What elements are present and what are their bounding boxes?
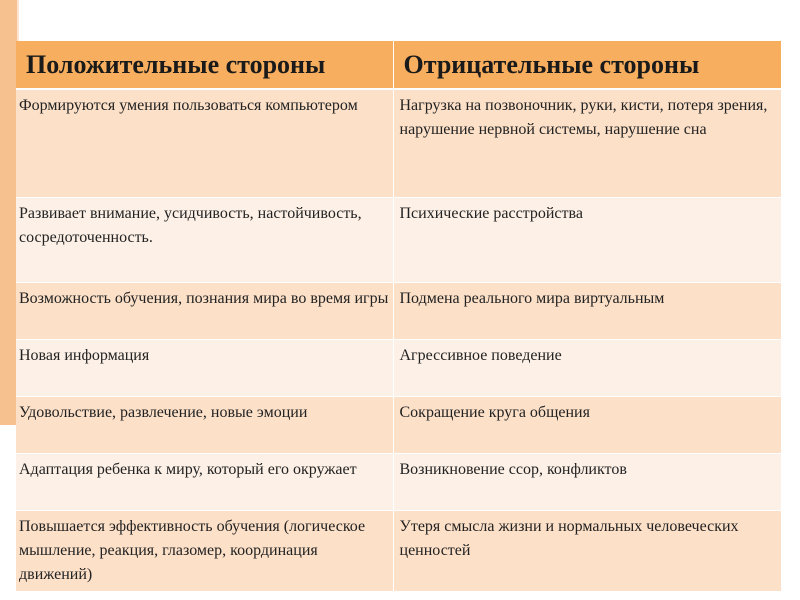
table-row (16, 89, 781, 198)
cell-positive: Возможность обучения, познания мира во время игры (16, 283, 393, 340)
cell-negative: Психические расстройства (393, 198, 781, 283)
cell-positive: Развивает внимание, усидчивость, настойчивость, сосредоточенность. (16, 198, 393, 283)
cell-negative: Подмена реального мира виртуальным (393, 283, 781, 340)
table-row (16, 397, 781, 454)
cell-negative: Возникновение ссор, конфликтов (393, 454, 781, 511)
header-negative: Отрицательные стороны (393, 41, 781, 89)
cell-positive: Повышается эффективность обучения (логическое мышление, реакция, глазомер, координация движений) (16, 511, 393, 592)
cell-positive: Адаптация ребенка к миру, который его окружает (16, 454, 393, 511)
cell-negative: Агрессивное поведение (393, 340, 781, 397)
cell-positive: Удовольствие, развлечение, новые эмоции (16, 397, 393, 454)
pros-cons-table (16, 41, 781, 592)
header-positive: Положительные стороны (16, 41, 393, 89)
table-row (16, 198, 781, 283)
cell-negative: Сокращение круга общения (393, 397, 781, 454)
cell-positive: Формируются умения пользоваться компьютером (16, 89, 393, 198)
table-row (16, 454, 781, 511)
cell-positive: Новая информация (16, 340, 393, 397)
cell-negative: Нагрузка на позвоночник, руки, кисти, потеря зрения, нарушение нервной системы, нарушение сна (393, 89, 781, 198)
table-row (16, 340, 781, 397)
accent-bar (0, 0, 17, 425)
table-row (16, 511, 781, 592)
table-row (16, 283, 781, 340)
table-header-row (16, 41, 781, 89)
cell-negative: Утеря смысла жизни и нормальных человеческих ценностей (393, 511, 781, 592)
